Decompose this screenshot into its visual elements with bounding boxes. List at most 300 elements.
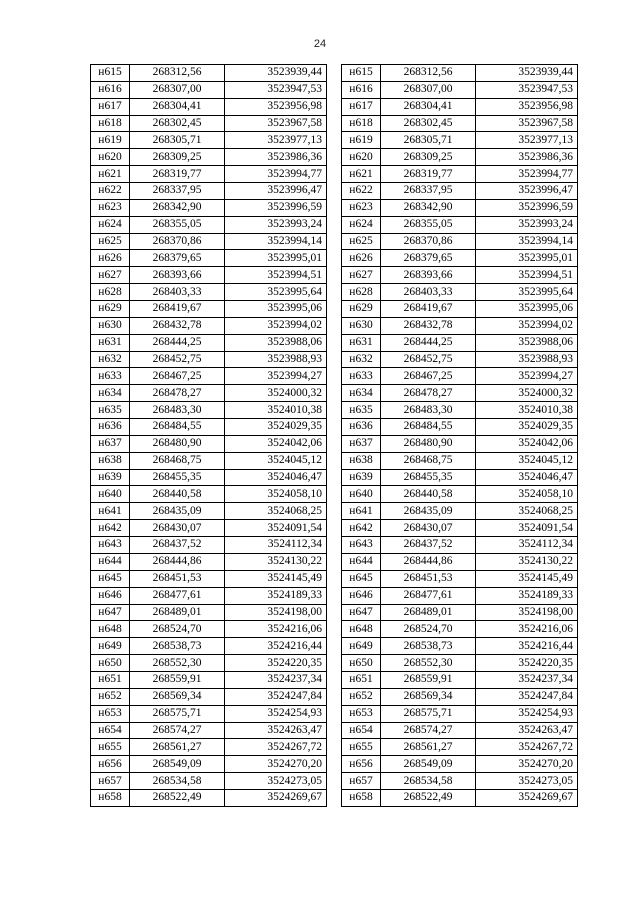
table-row [91,132,327,149]
point-id-cell: н638 [91,452,130,469]
point-id-cell: н641 [91,503,130,520]
y-coordinate-cell: 3524220,35 [225,655,327,672]
table-row [91,166,327,183]
x-coordinate-cell: 268559,91 [130,671,225,688]
table-row [91,722,327,739]
table-row [91,183,327,200]
y-coordinate-cell: 3523994,27 [225,368,327,385]
x-coordinate-cell: 268524,70 [381,621,476,638]
x-coordinate-cell: 268574,27 [381,722,476,739]
point-id-cell: н653 [91,705,130,722]
y-coordinate-cell: 3524130,22 [476,553,578,570]
point-id-cell: н625 [91,233,130,250]
table-row [342,655,578,672]
table-row [91,655,327,672]
table-row [342,469,578,486]
y-coordinate-cell: 3524220,35 [476,655,578,672]
point-id-cell: н623 [91,199,130,216]
y-coordinate-cell: 3523986,36 [476,149,578,166]
x-coordinate-cell: 268432,78 [130,317,225,334]
x-coordinate-cell: 268489,01 [381,604,476,621]
y-coordinate-cell: 3523995,64 [476,284,578,301]
y-coordinate-cell: 3524216,06 [476,621,578,638]
table-row [91,638,327,655]
y-coordinate-cell: 3523994,14 [225,233,327,250]
x-coordinate-cell: 268319,77 [381,166,476,183]
point-id-cell: н646 [91,587,130,604]
table-row [91,621,327,638]
point-id-cell: н631 [91,334,130,351]
point-id-cell: н634 [91,385,130,402]
point-id-cell: н648 [91,621,130,638]
y-coordinate-cell: 3524247,84 [225,688,327,705]
table-row [342,722,578,739]
y-coordinate-cell: 3524216,44 [476,638,578,655]
x-coordinate-cell: 268419,67 [381,301,476,318]
y-coordinate-cell: 3523939,44 [225,65,327,82]
x-coordinate-cell: 268467,25 [381,368,476,385]
point-id-cell: н616 [342,81,381,98]
x-coordinate-cell: 268468,75 [130,452,225,469]
table-row [342,789,578,806]
point-id-cell: н636 [342,419,381,436]
table-row [342,638,578,655]
table-row [342,334,578,351]
x-coordinate-cell: 268552,30 [130,655,225,672]
table-row [342,183,578,200]
x-coordinate-cell: 268484,55 [381,419,476,436]
y-coordinate-cell: 3523995,06 [476,301,578,318]
table-row [91,756,327,773]
point-id-cell: н637 [342,435,381,452]
table-row [342,621,578,638]
point-id-cell: н626 [342,250,381,267]
y-coordinate-cell: 3523988,06 [225,334,327,351]
y-coordinate-cell: 3524216,44 [225,638,327,655]
y-coordinate-cell: 3524068,25 [225,503,327,520]
point-id-cell: н628 [342,284,381,301]
point-id-cell: н626 [91,250,130,267]
y-coordinate-cell: 3524000,32 [225,385,327,402]
x-coordinate-cell: 268451,53 [130,570,225,587]
point-id-cell: н629 [342,301,381,318]
x-coordinate-cell: 268430,07 [381,520,476,537]
table-row [342,773,578,790]
table-row [342,98,578,115]
x-coordinate-cell: 268483,30 [381,402,476,419]
y-coordinate-cell: 3524010,38 [476,402,578,419]
point-id-cell: н647 [342,604,381,621]
x-coordinate-cell: 268477,61 [381,587,476,604]
x-coordinate-cell: 268477,61 [130,587,225,604]
x-coordinate-cell: 268561,27 [130,739,225,756]
x-coordinate-cell: 268304,41 [130,98,225,115]
y-coordinate-cell: 3524058,10 [225,486,327,503]
y-coordinate-cell: 3524269,67 [225,789,327,806]
point-id-cell: н638 [342,452,381,469]
y-coordinate-cell: 3524042,06 [476,435,578,452]
point-id-cell: н618 [342,115,381,132]
table-row [91,351,327,368]
x-coordinate-cell: 268534,58 [130,773,225,790]
table-row [91,587,327,604]
x-coordinate-cell: 268484,55 [130,419,225,436]
x-coordinate-cell: 268444,25 [381,334,476,351]
table-row [342,267,578,284]
table-row [91,604,327,621]
table-row [342,604,578,621]
table-row [91,570,327,587]
x-coordinate-cell: 268312,56 [130,65,225,82]
x-coordinate-cell: 268403,33 [381,284,476,301]
table-row [342,301,578,318]
x-coordinate-cell: 268522,49 [381,789,476,806]
point-id-cell: н655 [342,739,381,756]
point-id-cell: н643 [91,537,130,554]
x-coordinate-cell: 268309,25 [130,149,225,166]
point-id-cell: н642 [342,520,381,537]
table-row [342,739,578,756]
x-coordinate-cell: 268430,07 [130,520,225,537]
table-row [342,233,578,250]
point-id-cell: н644 [91,553,130,570]
table-row [342,435,578,452]
page-number: 24 [313,38,327,50]
y-coordinate-cell: 3523993,24 [225,216,327,233]
table-row [342,166,578,183]
x-coordinate-cell: 268478,27 [130,385,225,402]
table-row [91,739,327,756]
point-id-cell: н652 [342,688,381,705]
point-id-cell: н645 [342,570,381,587]
x-coordinate-cell: 268337,95 [130,183,225,200]
x-coordinate-cell: 268444,25 [130,334,225,351]
table-row [91,334,327,351]
x-coordinate-cell: 268305,71 [381,132,476,149]
point-id-cell: н652 [91,688,130,705]
point-id-cell: н658 [342,789,381,806]
y-coordinate-cell: 3524042,06 [225,435,327,452]
y-coordinate-cell: 3524254,93 [476,705,578,722]
x-coordinate-cell: 268467,25 [130,368,225,385]
x-coordinate-cell: 268393,66 [130,267,225,284]
y-coordinate-cell: 3524091,54 [476,520,578,537]
table-row [91,402,327,419]
table-row [342,317,578,334]
point-id-cell: н624 [342,216,381,233]
x-coordinate-cell: 268440,58 [381,486,476,503]
point-id-cell: н656 [91,756,130,773]
coordinates-table-right [341,64,578,807]
y-coordinate-cell: 3524112,34 [225,537,327,554]
coordinates-table-left [90,64,327,807]
table-row [342,115,578,132]
x-coordinate-cell: 268437,52 [381,537,476,554]
x-coordinate-cell: 268451,53 [381,570,476,587]
table-row [342,149,578,166]
table-row [342,486,578,503]
x-coordinate-cell: 268435,09 [381,503,476,520]
table-row [342,385,578,402]
point-id-cell: н627 [91,267,130,284]
y-coordinate-cell: 3524237,34 [476,671,578,688]
y-coordinate-cell: 3524269,67 [476,789,578,806]
point-id-cell: н616 [91,81,130,98]
x-coordinate-cell: 268569,34 [130,688,225,705]
point-id-cell: н623 [342,199,381,216]
x-coordinate-cell: 268307,00 [130,81,225,98]
table-row [91,789,327,806]
point-id-cell: н632 [342,351,381,368]
point-id-cell: н617 [342,98,381,115]
point-id-cell: н637 [91,435,130,452]
point-id-cell: н620 [91,149,130,166]
table-row [91,98,327,115]
x-coordinate-cell: 268552,30 [381,655,476,672]
point-id-cell: н658 [91,789,130,806]
x-coordinate-cell: 268337,95 [381,183,476,200]
x-coordinate-cell: 268302,45 [381,115,476,132]
table-row [342,503,578,520]
x-coordinate-cell: 268561,27 [381,739,476,756]
table-row [91,368,327,385]
y-coordinate-cell: 3524198,00 [476,604,578,621]
x-coordinate-cell: 268522,49 [130,789,225,806]
table-row [342,81,578,98]
point-id-cell: н619 [342,132,381,149]
y-coordinate-cell: 3523994,14 [476,233,578,250]
y-coordinate-cell: 3523986,36 [225,149,327,166]
x-coordinate-cell: 268432,78 [381,317,476,334]
point-id-cell: н650 [91,655,130,672]
point-id-cell: н629 [91,301,130,318]
point-id-cell: н646 [342,587,381,604]
table-row [342,520,578,537]
x-coordinate-cell: 268302,45 [130,115,225,132]
table-row [91,773,327,790]
x-coordinate-cell: 268483,30 [130,402,225,419]
table-row [91,469,327,486]
point-id-cell: н620 [342,149,381,166]
y-coordinate-cell: 3523956,98 [476,98,578,115]
y-coordinate-cell: 3523947,53 [225,81,327,98]
point-id-cell: н657 [342,773,381,790]
y-coordinate-cell: 3523996,47 [225,183,327,200]
point-id-cell: н642 [91,520,130,537]
table-row [91,317,327,334]
table-row [91,435,327,452]
y-coordinate-cell: 3523995,01 [225,250,327,267]
point-id-cell: н657 [91,773,130,790]
y-coordinate-cell: 3523988,93 [225,351,327,368]
table-row [91,486,327,503]
x-coordinate-cell: 268379,65 [381,250,476,267]
point-id-cell: н636 [91,419,130,436]
x-coordinate-cell: 268342,90 [130,199,225,216]
y-coordinate-cell: 3523996,59 [225,199,327,216]
x-coordinate-cell: 268538,73 [381,638,476,655]
x-coordinate-cell: 268452,75 [381,351,476,368]
x-coordinate-cell: 268538,73 [130,638,225,655]
x-coordinate-cell: 268480,90 [381,435,476,452]
table-row [91,199,327,216]
y-coordinate-cell: 3524267,72 [225,739,327,756]
y-coordinate-cell: 3524198,00 [225,604,327,621]
table-row [342,65,578,82]
y-coordinate-cell: 3524029,35 [476,419,578,436]
x-coordinate-cell: 268370,86 [381,233,476,250]
x-coordinate-cell: 268305,71 [130,132,225,149]
y-coordinate-cell: 3524029,35 [225,419,327,436]
point-id-cell: н621 [91,166,130,183]
table-row [342,671,578,688]
x-coordinate-cell: 268440,58 [130,486,225,503]
table-row [342,250,578,267]
table-row [342,756,578,773]
y-coordinate-cell: 3524046,47 [476,469,578,486]
y-coordinate-cell: 3523995,06 [225,301,327,318]
y-coordinate-cell: 3523994,77 [476,166,578,183]
table-row [342,284,578,301]
x-coordinate-cell: 268419,67 [130,301,225,318]
point-id-cell: н625 [342,233,381,250]
point-id-cell: н654 [342,722,381,739]
table-row [342,587,578,604]
x-coordinate-cell: 268307,00 [381,81,476,98]
table-row [342,351,578,368]
x-coordinate-cell: 268435,09 [130,503,225,520]
point-id-cell: н617 [91,98,130,115]
y-coordinate-cell: 3523977,13 [476,132,578,149]
x-coordinate-cell: 268444,86 [130,553,225,570]
table-row [91,688,327,705]
table-row [91,705,327,722]
y-coordinate-cell: 3524270,20 [225,756,327,773]
y-coordinate-cell: 3523994,51 [476,267,578,284]
x-coordinate-cell: 268574,27 [130,722,225,739]
point-id-cell: н655 [91,739,130,756]
x-coordinate-cell: 268355,05 [130,216,225,233]
point-id-cell: н618 [91,115,130,132]
y-coordinate-cell: 3523947,53 [476,81,578,98]
y-coordinate-cell: 3524046,47 [225,469,327,486]
x-coordinate-cell: 268489,01 [130,604,225,621]
point-id-cell: н640 [342,486,381,503]
point-id-cell: н635 [91,402,130,419]
table-row [342,419,578,436]
table-row [91,537,327,554]
point-id-cell: н640 [91,486,130,503]
y-coordinate-cell: 3524273,05 [476,773,578,790]
point-id-cell: н648 [342,621,381,638]
table-row [91,452,327,469]
table-row [342,570,578,587]
x-coordinate-cell: 268452,75 [130,351,225,368]
point-id-cell: н624 [91,216,130,233]
table-row [91,149,327,166]
point-id-cell: н635 [342,402,381,419]
table-row [342,402,578,419]
point-id-cell: н645 [91,570,130,587]
point-id-cell: н654 [91,722,130,739]
y-coordinate-cell: 3523993,24 [476,216,578,233]
point-id-cell: н615 [91,65,130,82]
y-coordinate-cell: 3523967,58 [476,115,578,132]
point-id-cell: н632 [91,351,130,368]
y-coordinate-cell: 3523996,59 [476,199,578,216]
point-id-cell: н619 [91,132,130,149]
y-coordinate-cell: 3523995,64 [225,284,327,301]
point-id-cell: н641 [342,503,381,520]
point-id-cell: н651 [91,671,130,688]
point-id-cell: н630 [342,317,381,334]
point-id-cell: н651 [342,671,381,688]
y-coordinate-cell: 3524216,06 [225,621,327,638]
table-row [91,553,327,570]
y-coordinate-cell: 3523994,77 [225,166,327,183]
x-coordinate-cell: 268455,35 [381,469,476,486]
table-row [91,520,327,537]
x-coordinate-cell: 268575,71 [381,705,476,722]
point-id-cell: н621 [342,166,381,183]
x-coordinate-cell: 268549,09 [381,756,476,773]
y-coordinate-cell: 3524273,05 [225,773,327,790]
y-coordinate-cell: 3523988,06 [476,334,578,351]
x-coordinate-cell: 268309,25 [381,149,476,166]
y-coordinate-cell: 3523977,13 [225,132,327,149]
table-row [91,115,327,132]
x-coordinate-cell: 268569,34 [381,688,476,705]
table-row [91,267,327,284]
x-coordinate-cell: 268534,58 [381,773,476,790]
x-coordinate-cell: 268403,33 [130,284,225,301]
table-row [342,705,578,722]
point-id-cell: н634 [342,385,381,402]
point-id-cell: н647 [91,604,130,621]
x-coordinate-cell: 268559,91 [381,671,476,688]
table-row [342,132,578,149]
y-coordinate-cell: 3523995,01 [476,250,578,267]
x-coordinate-cell: 268468,75 [381,452,476,469]
y-coordinate-cell: 3524189,33 [476,587,578,604]
table-row [91,233,327,250]
table-row [342,216,578,233]
point-id-cell: н628 [91,284,130,301]
y-coordinate-cell: 3524189,33 [225,587,327,604]
y-coordinate-cell: 3524045,12 [225,452,327,469]
point-id-cell: н630 [91,317,130,334]
y-coordinate-cell: 3524112,34 [476,537,578,554]
y-coordinate-cell: 3524130,22 [225,553,327,570]
y-coordinate-cell: 3523996,47 [476,183,578,200]
table-row [91,671,327,688]
y-coordinate-cell: 3524010,38 [225,402,327,419]
point-id-cell: н633 [342,368,381,385]
point-id-cell: н639 [91,469,130,486]
y-coordinate-cell: 3523994,02 [225,317,327,334]
y-coordinate-cell: 3524145,49 [225,570,327,587]
y-coordinate-cell: 3524145,49 [476,570,578,587]
point-id-cell: н643 [342,537,381,554]
x-coordinate-cell: 268319,77 [130,166,225,183]
x-coordinate-cell: 268393,66 [381,267,476,284]
y-coordinate-cell: 3524254,93 [225,705,327,722]
point-id-cell: н649 [91,638,130,655]
point-id-cell: н631 [342,334,381,351]
x-coordinate-cell: 268478,27 [381,385,476,402]
table-row [91,81,327,98]
table-row [342,368,578,385]
